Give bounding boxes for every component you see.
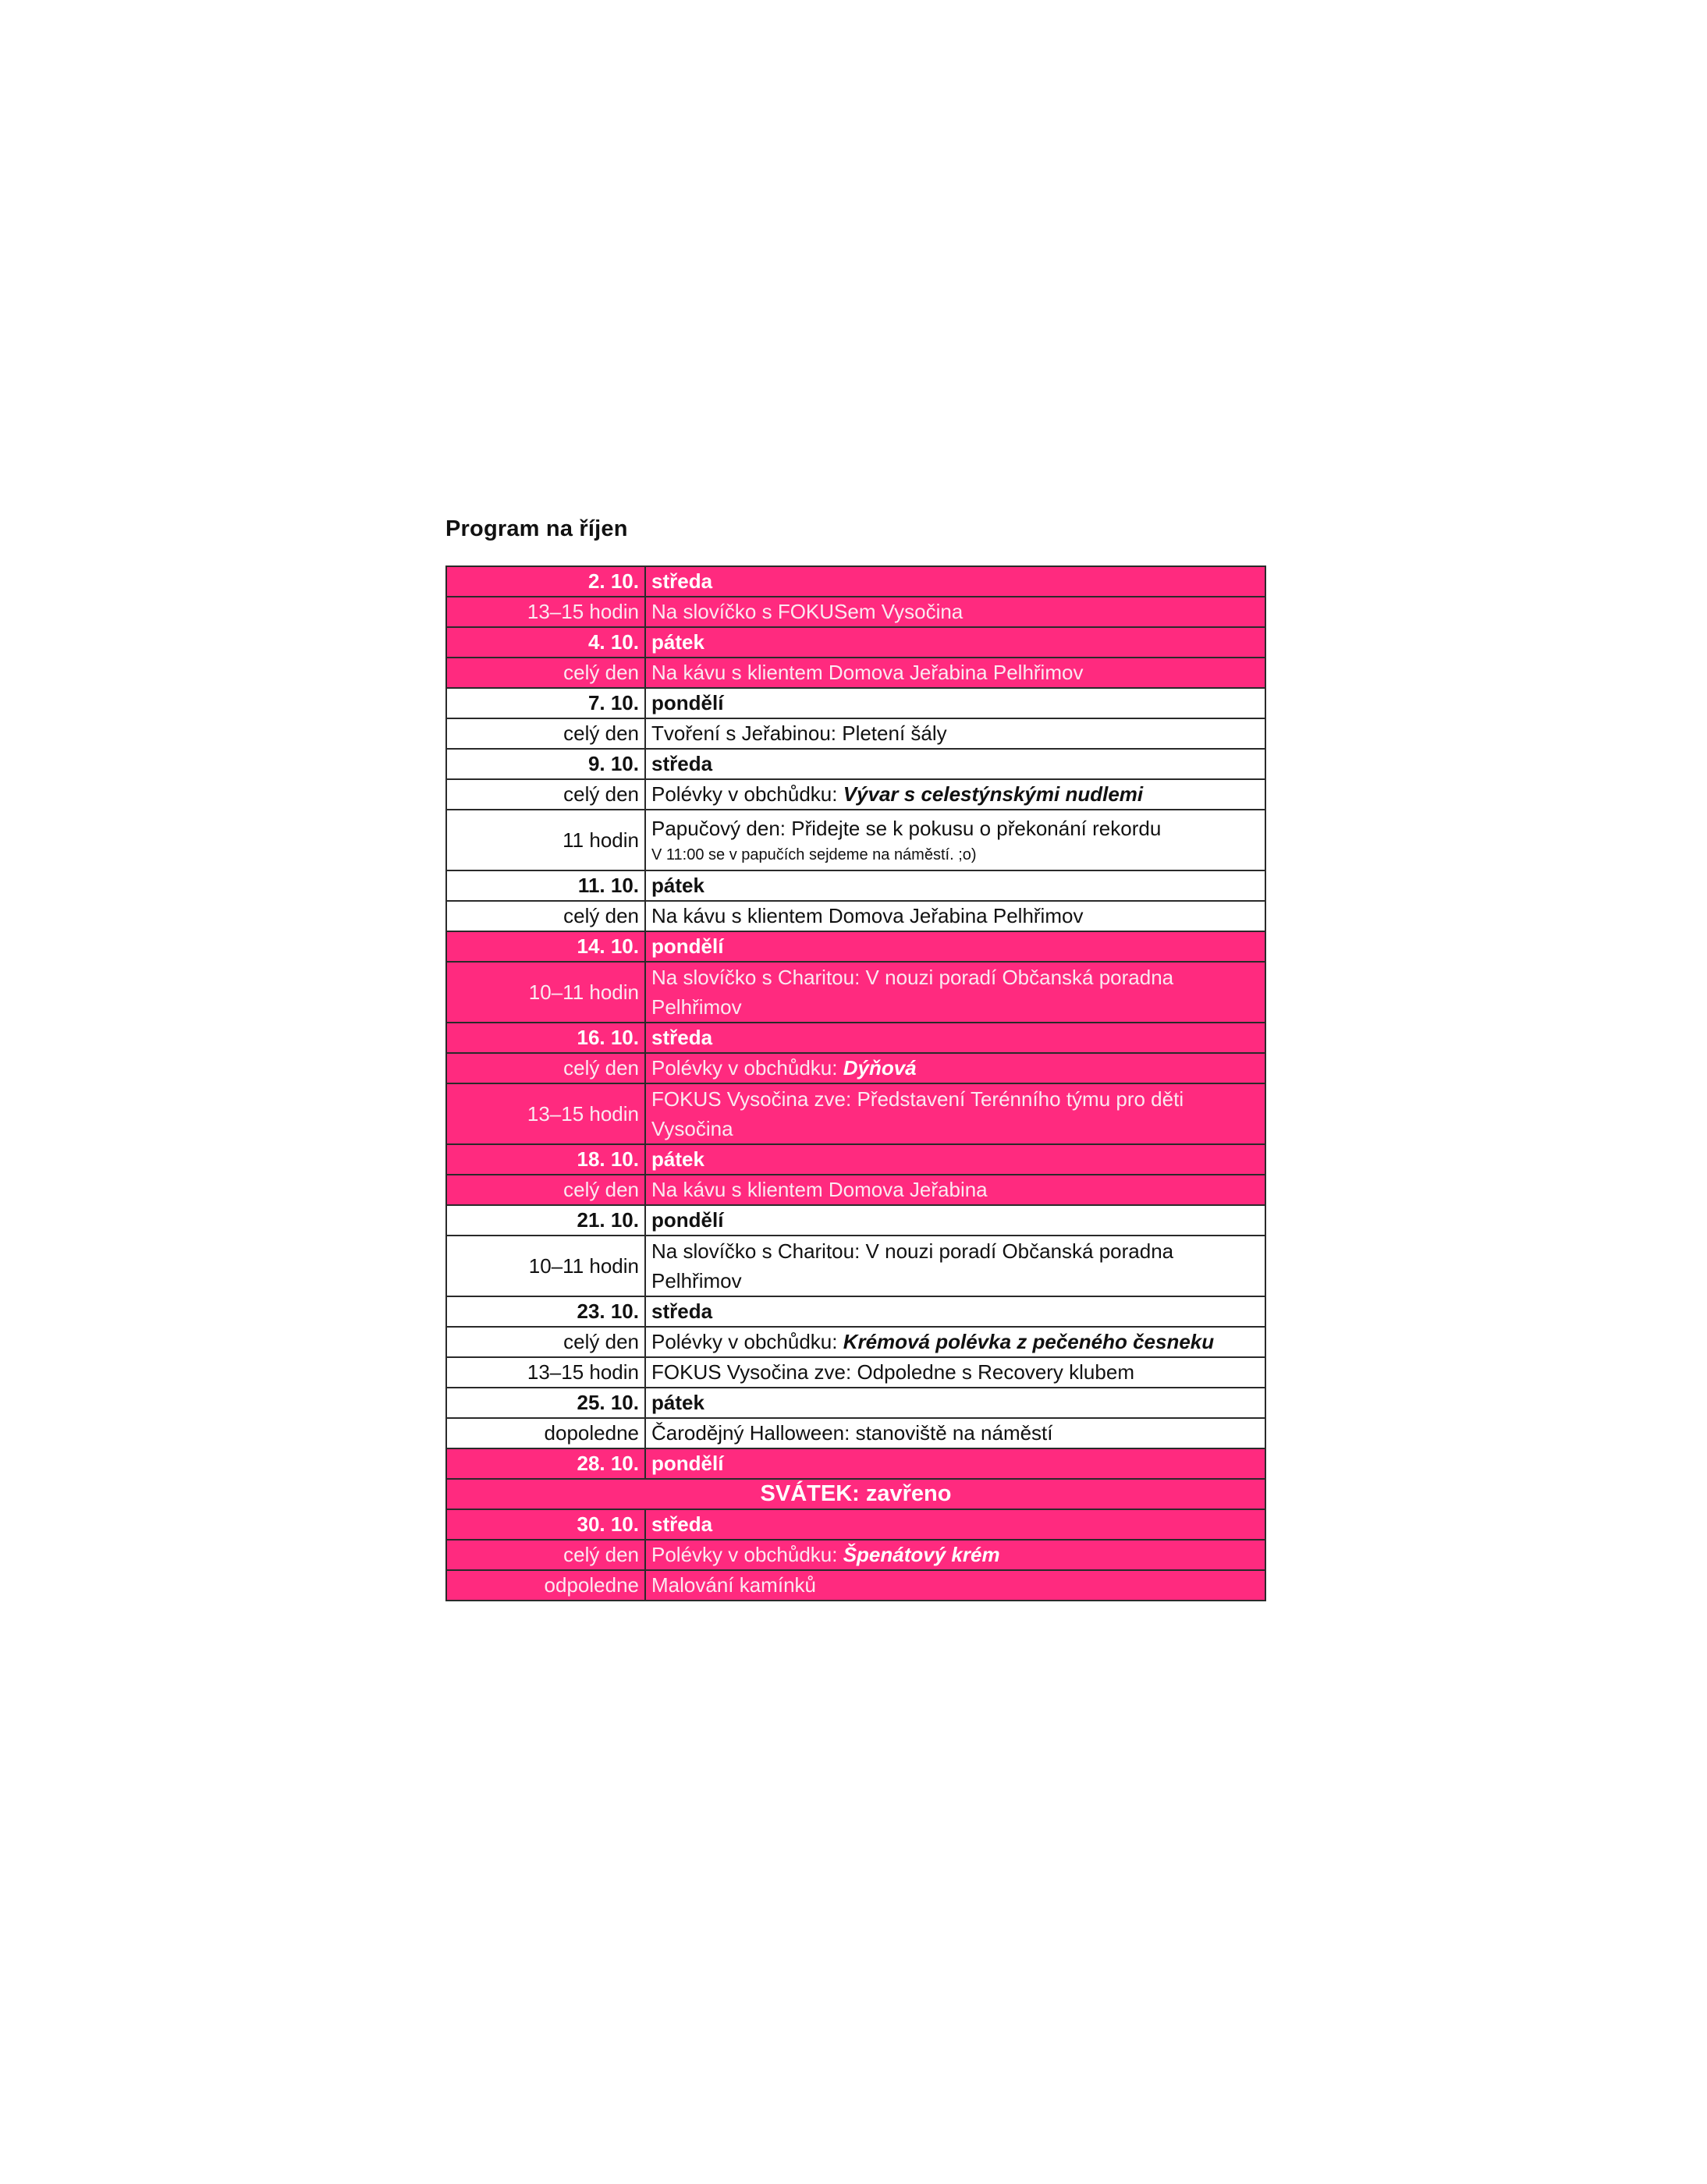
time-cell: celý den (446, 1053, 645, 1083)
day-row (446, 566, 1265, 597)
date-cell: 18. 10. (446, 1144, 645, 1175)
time-cell: celý den (446, 1540, 645, 1570)
time-cell: celý den (446, 718, 645, 749)
event-row (446, 658, 1265, 688)
event-cell: FOKUS Vysočina zve: Odpoledne s Recovery klubem (645, 1357, 1265, 1388)
date-cell: 16. 10. (446, 1023, 645, 1053)
time-cell: dopoledne (446, 1418, 645, 1448)
event-row (446, 962, 1265, 1023)
date-cell: 30. 10. (446, 1509, 645, 1540)
event-row (446, 718, 1265, 749)
event-row (446, 810, 1265, 870)
event-text: Polévky v obchůdku: (651, 1543, 843, 1566)
event-cell: Na kávu s klientem Domova Jeřabina (645, 1175, 1265, 1205)
event-row (446, 1083, 1265, 1144)
october-program-table (445, 566, 1266, 1601)
weekday-cell: středa (645, 749, 1265, 779)
date-cell: 4. 10. (446, 627, 645, 658)
weekday-cell: středa (645, 1509, 1265, 1540)
event-text: Polévky v obchůdku: (651, 1330, 843, 1353)
weekday-cell: pátek (645, 870, 1265, 901)
event-cell: Malování kamínků (645, 1570, 1265, 1601)
time-cell: 10–11 hodin (446, 1236, 645, 1296)
event-cell (645, 1327, 1265, 1357)
event-cell: Na kávu s klientem Domova Jeřabina Pelhřimov (645, 901, 1265, 931)
weekday-cell: pondělí (645, 931, 1265, 962)
weekday-cell: středa (645, 1023, 1265, 1053)
event-row (446, 1236, 1265, 1296)
soup-name: Vývar s celestýnskými nudlemi (843, 782, 1144, 806)
event-text: Polévky v obchůdku: (651, 782, 843, 806)
event-cell (645, 1540, 1265, 1570)
time-cell: celý den (446, 779, 645, 810)
weekday-cell: pondělí (645, 1448, 1265, 1479)
event-row (446, 1570, 1265, 1601)
event-cell (645, 810, 1265, 870)
event-cell: Tvoření s Jeřabinou: Pletení šály (645, 718, 1265, 749)
weekday-cell: pondělí (645, 1205, 1265, 1236)
event-row (446, 1357, 1265, 1388)
event-cell: Na slovíčko s Charitou: V nouzi poradí Občanská poradna Pelhřimov (645, 962, 1265, 1023)
weekday-cell: středa (645, 1296, 1265, 1327)
weekday-cell: středa (645, 566, 1265, 597)
weekday-cell: pátek (645, 627, 1265, 658)
event-row (446, 1540, 1265, 1570)
time-cell: odpoledne (446, 1570, 645, 1601)
event-text: Papučový den: Přidejte se k pokusu o překonání rekordu (651, 817, 1162, 840)
event-note: V 11:00 se v papučích sejdeme na náměstí. ;o) (651, 846, 977, 863)
date-cell: 23. 10. (446, 1296, 645, 1327)
event-cell: Na slovíčko s Charitou: V nouzi poradí Občanská poradna Pelhřimov (645, 1236, 1265, 1296)
soup-name: Krémová polévka z pečeného česneku (843, 1330, 1215, 1353)
event-cell: Na kávu s klientem Domova Jeřabina Pelhřimov (645, 658, 1265, 688)
event-cell: Čarodějný Halloween: stanoviště na náměstí (645, 1418, 1265, 1448)
weekday-cell: pátek (645, 1144, 1265, 1175)
day-row (446, 931, 1265, 962)
day-row (446, 1023, 1265, 1053)
holiday-notice: SVÁTEK: zavřeno (446, 1479, 1265, 1509)
day-row (446, 1144, 1265, 1175)
event-cell (645, 779, 1265, 810)
day-row (446, 1388, 1265, 1418)
page-title: Program na říjen (445, 516, 628, 541)
date-cell: 7. 10. (446, 688, 645, 718)
time-cell: celý den (446, 658, 645, 688)
day-row (446, 688, 1265, 718)
time-cell: 13–15 hodin (446, 1083, 645, 1144)
day-row (446, 749, 1265, 779)
date-cell: 9. 10. (446, 749, 645, 779)
event-cell: Na slovíčko s FOKUSem Vysočina (645, 597, 1265, 627)
day-row (446, 1296, 1265, 1327)
event-row (446, 1053, 1265, 1083)
date-cell: 25. 10. (446, 1388, 645, 1418)
time-cell: celý den (446, 901, 645, 931)
event-row (446, 1175, 1265, 1205)
time-cell: celý den (446, 1175, 645, 1205)
time-cell: 13–15 hodin (446, 1357, 645, 1388)
event-row (446, 779, 1265, 810)
soup-name: Dýňová (843, 1056, 917, 1080)
date-cell: 14. 10. (446, 931, 645, 962)
day-row (446, 870, 1265, 901)
time-cell: 11 hodin (446, 810, 645, 870)
event-row (446, 1418, 1265, 1448)
day-row (446, 1509, 1265, 1540)
event-text: Polévky v obchůdku: (651, 1056, 843, 1080)
weekday-cell: pondělí (645, 688, 1265, 718)
soup-name: Špenátový krém (843, 1543, 1000, 1566)
event-cell (645, 1053, 1265, 1083)
weekday-cell: pátek (645, 1388, 1265, 1418)
day-row (446, 627, 1265, 658)
time-cell: 10–11 hodin (446, 962, 645, 1023)
event-row (446, 901, 1265, 931)
event-row (446, 1327, 1265, 1357)
date-cell: 28. 10. (446, 1448, 645, 1479)
event-cell: FOKUS Vysočina zve: Představení Terénního týmu pro děti Vysočina (645, 1083, 1265, 1144)
day-row (446, 1448, 1265, 1479)
holiday-row (446, 1479, 1265, 1509)
day-row (446, 1205, 1265, 1236)
time-cell: 13–15 hodin (446, 597, 645, 627)
date-cell: 21. 10. (446, 1205, 645, 1236)
date-cell: 2. 10. (446, 566, 645, 597)
event-row (446, 597, 1265, 627)
time-cell: celý den (446, 1327, 645, 1357)
date-cell: 11. 10. (446, 870, 645, 901)
